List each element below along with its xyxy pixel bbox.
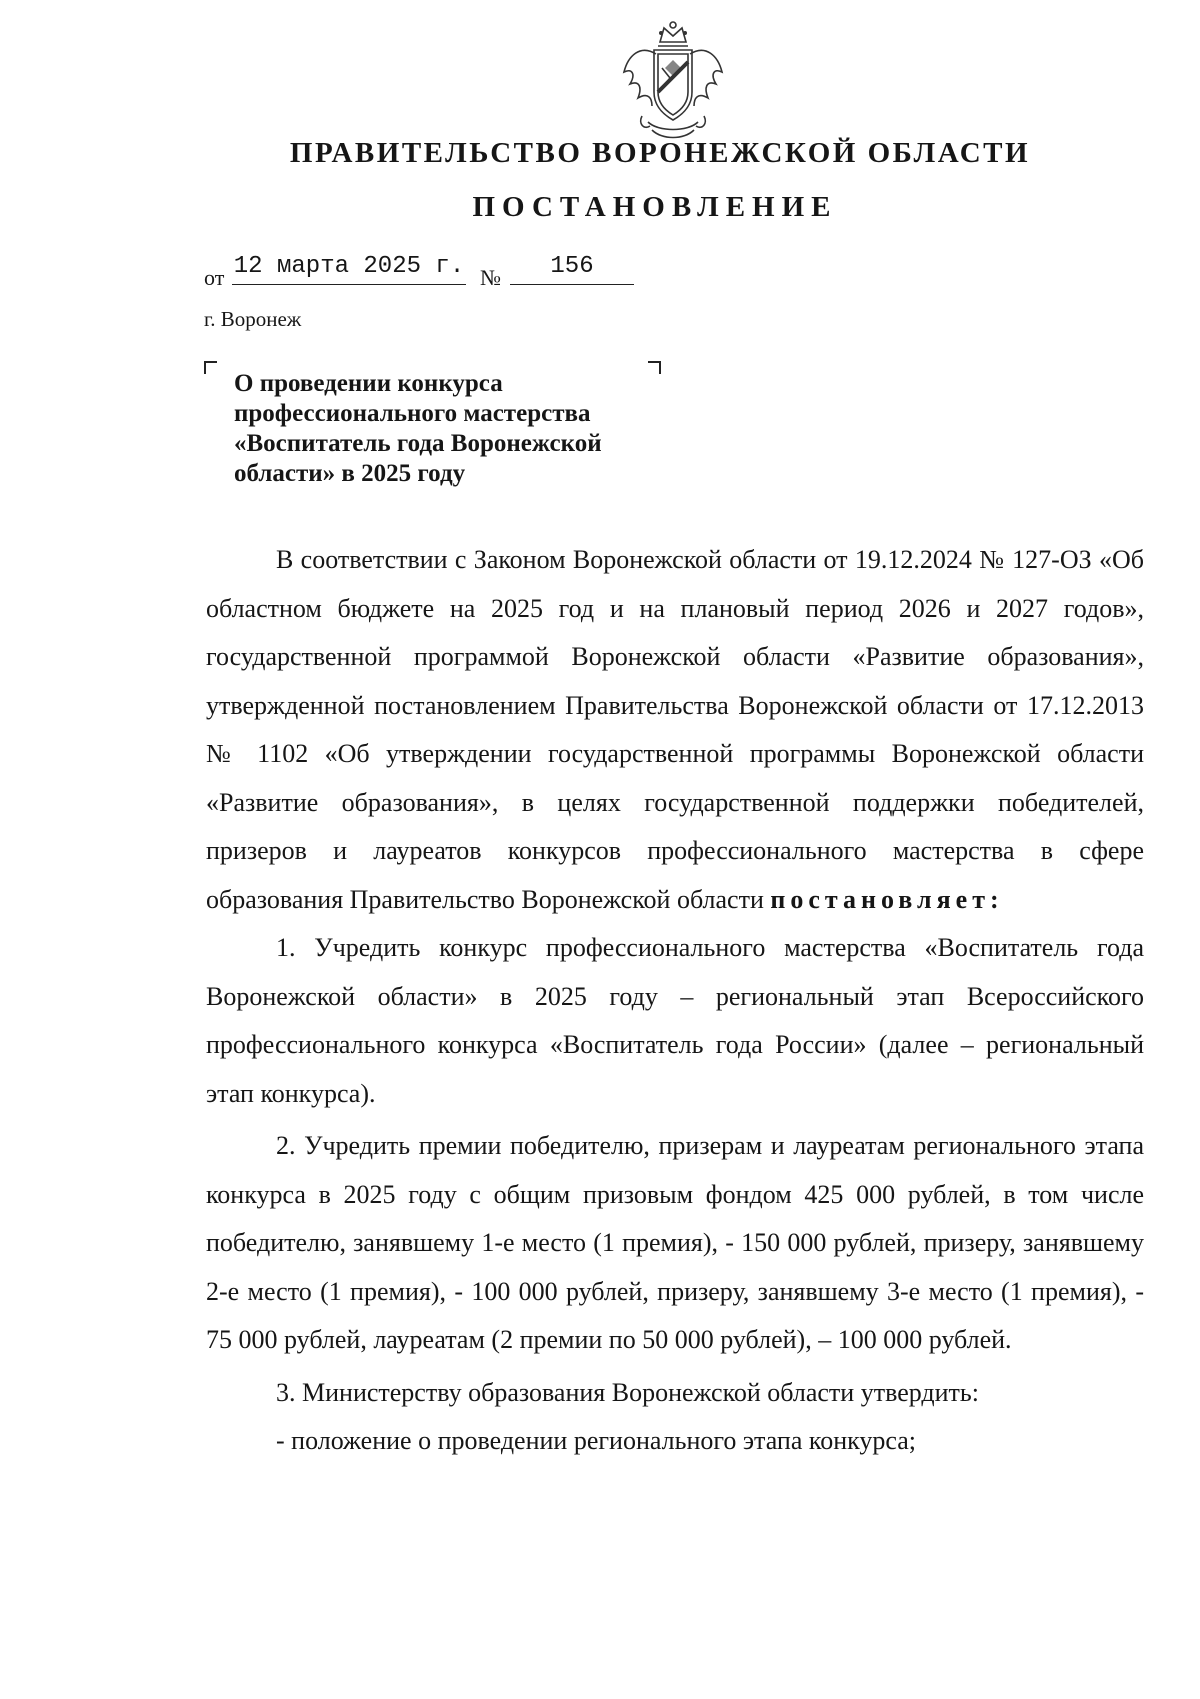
city: г. Воронеж <box>204 307 302 331</box>
document-date: 12 марта 2025 г. <box>232 253 466 285</box>
item-2: 2. Учредить премии победителю, призерам и лауреатам регионального этапа конкурса в 2025 году с общим призовым фондом 425 000 рублей, в том числе победителю, занявшему 1-е место (1 премия), - 150 000 рублей, призеру, занявшему 2-е место (1 премия), - 100 000 рублей, призеру, занявшему 3-е место (1 премия), - 75 000 рублей, лауреатам (2 премии по 50 000 рублей), – 100 000 рублей. <box>206 1131 1144 1354</box>
document-subject <box>234 369 674 489</box>
preamble-paragraph <box>206 536 1144 924</box>
subject-line: «Воспитатель года Воронежской <box>234 430 602 457</box>
organization-name: ПРАВИТЕЛЬСТВО ВОРОНЕЖСКОЙ ОБЛАСТИ <box>289 137 1031 169</box>
subject-line: О проведении конкурса <box>234 370 503 397</box>
document-number: 156 <box>510 253 634 285</box>
document-type: ПОСТАНОВЛЕНИЕ <box>472 191 838 223</box>
date-label: от <box>204 265 225 290</box>
preamble-text: В соответствии с Законом Воронежской области от 19.12.2024 № 127-ОЗ «Об областном бюджете на 2025 год и на плановый период 2026 и 2027 годов», государственной программой Воронежской области «Развитие образования», утвержденной постановлением Правительства Воронежской области от 17.12.2013 № 1102 «Об утверждении государственной программы Воронежской области «Развитие образования», в целях государственной поддержки победителей, призеров и лауреатов конкурсов профессионального мастерства в сфере образования Правительство Воронежской области <box>206 545 1144 914</box>
item-3: 3. Министерству образования Воронежской области утвердить: <box>276 1377 979 1407</box>
subject-line: профессионального мастерства <box>234 400 591 427</box>
number-label: № <box>480 265 501 290</box>
item-3-subitem: - положение о проведении регионального этапа конкурса; <box>276 1426 916 1455</box>
item-1: 1. Учредить конкурс профессионального мастерства «Воспитатель года Воронежской области» в 2025 году – региональный этап Всероссийского профессионального конкурса «Воспитатель года России» (далее – региональный этап конкурса). <box>206 933 1144 1108</box>
resolves-word: постановляет: <box>770 884 1004 914</box>
coat-of-arms-icon <box>618 20 728 144</box>
corner-mark-left <box>204 361 217 374</box>
document-body <box>206 536 1144 1466</box>
subject-line: области» в 2025 году <box>234 460 466 487</box>
